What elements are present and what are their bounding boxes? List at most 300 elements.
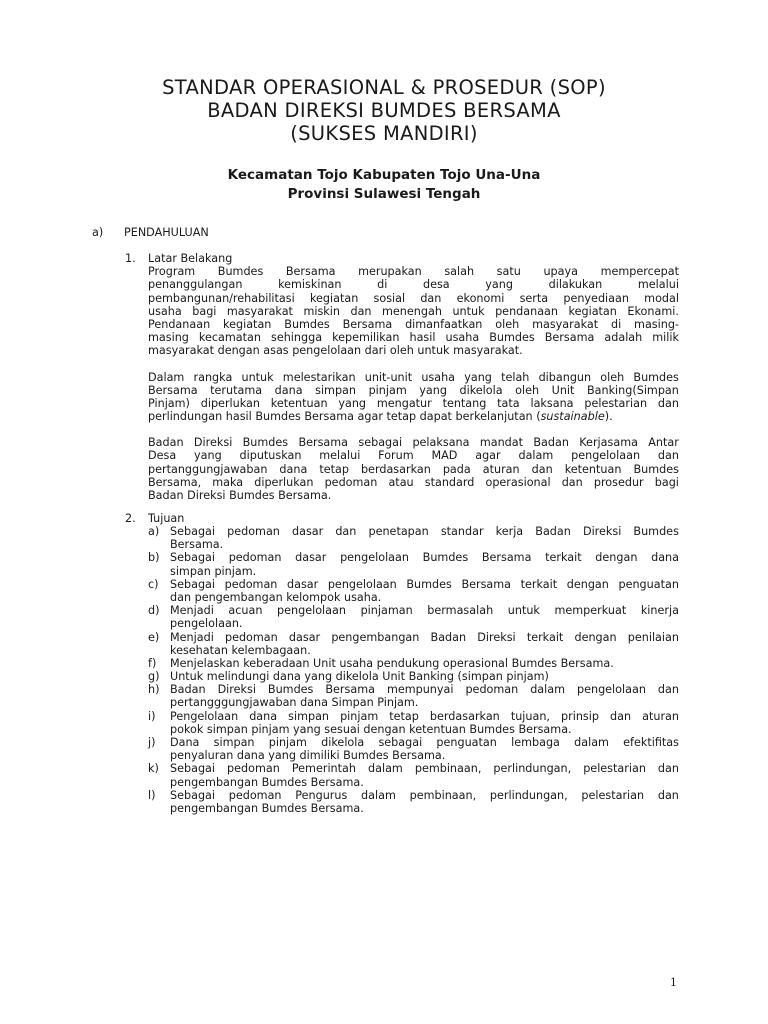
- latar-paragraph-2: [148, 371, 679, 411]
- word: Desa: [148, 449, 177, 463]
- word: bagi: [192, 304, 217, 318]
- word: laksana: [530, 396, 574, 410]
- word: yang: [464, 370, 492, 384]
- word: pengelolaan: [571, 449, 641, 463]
- text-line: [148, 371, 679, 384]
- word: perlindungan,: [489, 788, 568, 802]
- word: Bumdes: [422, 551, 469, 565]
- word: Menjadi: [170, 604, 214, 618]
- word: Bumdes: [633, 370, 679, 384]
- word: Bumdes: [633, 462, 679, 476]
- word: pinjam: [268, 736, 307, 749]
- tujuan-item: [148, 670, 679, 683]
- word: rangka: [193, 370, 233, 384]
- word: pembangunan/rehabilitasi: [148, 291, 295, 305]
- item-text: [170, 525, 679, 551]
- word: Direksi: [582, 525, 622, 538]
- word: Bumdes: [633, 525, 679, 538]
- word: pinjam: [368, 383, 407, 397]
- word: perlindungan,: [493, 762, 572, 776]
- word: Bumdes: [489, 331, 535, 345]
- tujuan-item: [148, 736, 679, 762]
- word: melalui: [637, 278, 679, 292]
- word: kecamatan: [198, 331, 261, 345]
- item-letter: d): [148, 604, 160, 618]
- word: Antar: [648, 436, 679, 450]
- word: dalam: [361, 788, 396, 802]
- tujuan-item: [148, 631, 679, 657]
- word: masyarakat: [532, 317, 599, 331]
- tujuan-item: [148, 525, 679, 551]
- word: mempercepat: [600, 265, 679, 279]
- word: Sebagai: [170, 551, 216, 565]
- word: dasar: [295, 551, 327, 565]
- word: oleh: [600, 370, 625, 384]
- word: Badan: [533, 436, 569, 450]
- text-line: [148, 476, 679, 489]
- word: Bersama: [148, 383, 198, 397]
- word: pelestarian: [583, 762, 646, 776]
- word: pengembangan: [331, 630, 420, 644]
- word: penetapan: [368, 525, 429, 538]
- word: kerja: [495, 525, 524, 538]
- word: agar: [475, 449, 501, 463]
- word: simpan: [315, 383, 357, 397]
- word: adalah: [604, 331, 643, 345]
- item-text: [170, 578, 679, 604]
- word: dikelola: [321, 736, 365, 749]
- word: tentang: [442, 396, 487, 410]
- tujuan-list: [148, 525, 679, 815]
- word: yang: [338, 396, 367, 410]
- text-line: [170, 578, 679, 591]
- word: penanggulangan: [148, 278, 243, 292]
- tujuan-item: [148, 551, 679, 577]
- word: yang: [419, 383, 447, 397]
- item-text: [170, 762, 679, 788]
- item-letter: h): [148, 683, 160, 697]
- tujuan-item: [148, 657, 679, 670]
- item-letter: b): [148, 551, 160, 565]
- word: pedoman: [228, 788, 282, 802]
- word: kepemilikan: [332, 331, 400, 345]
- text-line: [170, 710, 679, 723]
- word: pengelolaan: [340, 551, 409, 565]
- title-line-3: (SUKSES MANDIRI): [290, 122, 478, 145]
- text-line: Untuk melindungi dana yang dikelola Unit Banking (simpan pinjam): [170, 670, 549, 684]
- word: Sebagai: [170, 577, 216, 591]
- word: diperlukan: [254, 475, 314, 489]
- word: Pemerintah: [291, 762, 356, 776]
- word: masyarakat: [226, 304, 293, 318]
- word: Sebagai: [170, 525, 216, 538]
- word: standard: [424, 475, 475, 489]
- word: pada: [442, 462, 471, 476]
- word: dan: [350, 304, 372, 318]
- word: mengatur: [376, 396, 432, 410]
- word: oleh: [495, 317, 520, 331]
- word: penyediaan: [563, 291, 629, 305]
- word: ketentuan: [564, 462, 622, 476]
- item-letter: k): [148, 762, 159, 776]
- text-line: [148, 384, 679, 397]
- word: kegiatan: [223, 317, 272, 331]
- text-line: [148, 278, 679, 291]
- word: memperkuat: [554, 604, 627, 618]
- word: salah: [444, 265, 475, 279]
- tujuan-item: [148, 762, 679, 788]
- text-line: [148, 318, 679, 331]
- word: efektifitas: [623, 736, 679, 749]
- text-line: [148, 305, 679, 318]
- text-line: [148, 331, 679, 344]
- text-line: [148, 397, 679, 410]
- word: dalam: [518, 449, 554, 463]
- item-text: [170, 789, 679, 815]
- word: pendanaan: [495, 304, 559, 318]
- text-line: [148, 265, 679, 278]
- text-line: pengembangan Bumdes Bersama.: [170, 775, 364, 789]
- word: dana: [249, 709, 278, 723]
- word: dilakukan: [548, 278, 603, 292]
- word: penguatan: [618, 577, 679, 591]
- word: dan: [531, 462, 553, 476]
- text-line: simpan pinjam.: [170, 564, 257, 578]
- word: diputuskan: [239, 449, 302, 463]
- word: Menjadi: [170, 630, 214, 644]
- word: pelestarian: [584, 396, 648, 410]
- word: maka: [212, 475, 244, 489]
- item-letter: i): [148, 709, 156, 723]
- word: Bersama: [481, 551, 532, 565]
- word: operasional: [485, 475, 551, 489]
- word: Bersama: [461, 577, 512, 591]
- item-text: [170, 551, 679, 577]
- word: Badan: [170, 683, 206, 697]
- text-line: Menjelaskan keberadaan Unit usaha pendukung operasional Bumdes Bersama.: [170, 656, 614, 670]
- word: dan: [610, 709, 632, 723]
- word: dana: [274, 383, 303, 397]
- word: dibangun: [538, 370, 592, 384]
- word: dan: [657, 683, 679, 697]
- item-letter: j): [148, 736, 156, 749]
- word: dana: [651, 551, 679, 565]
- word: untuk: [241, 370, 274, 384]
- word: usaha: [445, 331, 480, 345]
- word: dasar: [291, 525, 324, 538]
- word: modal: [644, 291, 679, 305]
- word: Sebagai: [170, 788, 216, 802]
- word: Badan: [148, 436, 184, 450]
- word: unit-unit: [364, 370, 413, 384]
- item-letter: f): [148, 656, 157, 670]
- text-line: pengembangan Bumdes Bersama.: [170, 801, 364, 815]
- word: merupakan: [358, 265, 422, 279]
- item-letter: e): [148, 630, 160, 644]
- word: ekonomi: [456, 291, 505, 305]
- tujuan-heading-block: [148, 512, 679, 525]
- word: Forum: [378, 449, 414, 463]
- word: Bumdes: [284, 317, 330, 331]
- page-number: 1: [670, 976, 677, 989]
- word: kegiatan: [568, 304, 617, 318]
- tujuan-item: [148, 578, 679, 604]
- text-line: [170, 683, 679, 696]
- word: dalam: [574, 736, 609, 749]
- word: pedoman: [465, 683, 519, 697]
- word: Unit: [551, 383, 575, 397]
- text-line: [170, 551, 679, 564]
- word: Pinjam): [148, 396, 190, 410]
- word: di: [610, 317, 622, 331]
- word: prinsip: [561, 709, 599, 723]
- word: pelestarian: [581, 788, 645, 802]
- tujuan-item: [148, 604, 679, 630]
- word: melestarikan: [282, 370, 356, 384]
- word: dengan: [595, 551, 638, 565]
- text-line: [170, 762, 679, 775]
- word: usaha: [148, 304, 182, 318]
- tujuan-heading: Tujuan: [148, 512, 185, 525]
- title-line-1: STANDAR OPERASIONAL & PROSEDUR (SOP): [162, 76, 606, 99]
- section-marker: a): [92, 226, 104, 239]
- word: serta: [519, 291, 549, 305]
- word: berdasarkan: [360, 462, 431, 476]
- section-title: PENDAHULUAN: [124, 226, 209, 239]
- word: hasil: [409, 331, 436, 345]
- word: telah: [501, 370, 530, 384]
- word: pinjam: [340, 709, 379, 723]
- word: dan: [335, 525, 357, 538]
- word: lembaga: [511, 736, 560, 749]
- word: pembinaan,: [414, 762, 482, 776]
- word: pengelolaan: [577, 683, 646, 697]
- word: acuan: [228, 604, 263, 618]
- word: dana: [279, 462, 308, 476]
- text-line: [170, 789, 679, 802]
- word: pelaksana: [412, 436, 470, 450]
- word: dan: [657, 449, 679, 463]
- word: Banking(Simpan: [586, 383, 679, 397]
- word: miskin: [303, 304, 340, 318]
- word: Bersama: [298, 436, 349, 450]
- item-text: [170, 710, 679, 736]
- word: Direksi: [193, 436, 233, 450]
- subtitle-line-2: Provinsi Sulawesi Tengah: [287, 186, 481, 202]
- latar-paragraph-2-last: perlindungan hasil Bumdes Bersama agar tetap dapat berkelanjutan (sustainable).: [148, 410, 613, 424]
- word: diperlukan: [200, 396, 260, 410]
- latar-belakang: [148, 252, 679, 502]
- item-text: [170, 670, 679, 683]
- text-line: [170, 525, 679, 538]
- word: pinjaman: [360, 604, 413, 618]
- item-text: [170, 683, 679, 709]
- word: Pengurus: [295, 788, 348, 802]
- word: Bumdes: [406, 577, 452, 591]
- tujuan-item: [148, 789, 679, 815]
- word: prosedur: [593, 475, 644, 489]
- word: upaya: [543, 265, 578, 279]
- text-line: masyarakat dengan asas pengelolaan dari oleh untuk masyarakat.: [148, 344, 523, 358]
- word: Kerjasama: [579, 436, 638, 450]
- word: Dana: [170, 736, 200, 749]
- latar-paragraph-3: [148, 436, 679, 502]
- item-letter: g): [148, 670, 160, 684]
- word: bagi: [654, 475, 679, 489]
- text-line: penyaluran dana yang dimiliki Bumdes Bersama.: [170, 749, 446, 763]
- word: Ekonami.: [627, 304, 679, 318]
- word: sebagai: [378, 736, 423, 749]
- word: di: [377, 278, 388, 292]
- word: pedoman: [228, 551, 282, 565]
- word: Bumdes: [217, 265, 264, 279]
- word: Bersama: [342, 317, 393, 331]
- word: atau: [388, 475, 414, 489]
- word: pedoman: [227, 762, 280, 776]
- text-line: kesehatan kelembagaan.: [170, 643, 311, 657]
- word: melalui: [319, 449, 361, 463]
- word: terkait: [520, 577, 558, 591]
- text-line: [170, 736, 679, 749]
- word: dan: [657, 396, 679, 410]
- word: Badan: [535, 525, 571, 538]
- word: terutama: [210, 383, 263, 397]
- word: untuk: [507, 604, 540, 618]
- word: penguatan: [436, 736, 497, 749]
- word: penilaian: [627, 630, 679, 644]
- word: Badan: [430, 630, 467, 644]
- word: sosial: [373, 291, 406, 305]
- word: dimanfaatkan: [405, 317, 483, 331]
- word: dan: [420, 291, 442, 305]
- text-line: pokok simpan pinjam yang sesuai dengan ketentuan Bumdes Bersama.: [170, 722, 572, 736]
- word: kegiatan: [309, 291, 359, 305]
- word: simpan: [288, 709, 330, 723]
- word: Bersama: [325, 683, 375, 697]
- word: Sebagai: [170, 762, 216, 776]
- word: usaha: [421, 370, 456, 384]
- word: Pengelolaan: [170, 709, 239, 723]
- word: tata: [497, 396, 520, 410]
- word: terkait: [526, 630, 564, 644]
- word: bermasalah: [427, 604, 494, 618]
- word: terkait: [545, 551, 582, 565]
- word: oleh: [515, 383, 540, 397]
- word: mandat: [479, 436, 524, 450]
- word: Program: [148, 265, 196, 279]
- document-title: [0, 76, 768, 145]
- word: dan: [561, 475, 583, 489]
- item-letter: l): [148, 788, 156, 802]
- word: standar: [440, 525, 484, 538]
- word: dengan: [574, 630, 617, 644]
- text-line: pertangggungjawaban dana Simpan Pinjam.: [170, 696, 419, 710]
- word: mempunyai: [386, 683, 454, 697]
- item-text: [170, 604, 679, 630]
- word: aturan: [642, 709, 679, 723]
- word: Bumdes: [267, 683, 314, 697]
- word: pengelolaan: [277, 604, 346, 618]
- text-line: [148, 436, 679, 449]
- sustainable-term: sustainable: [540, 410, 605, 424]
- word: sehingga: [270, 331, 323, 345]
- word: untuk: [452, 304, 485, 318]
- tujuan-item: [148, 710, 679, 736]
- word: masing: [148, 331, 189, 345]
- tujuan-item: [148, 683, 679, 709]
- word: dan: [657, 762, 679, 776]
- word: Bersama: [285, 265, 336, 279]
- item-text: [170, 657, 679, 670]
- title-line-2: BADAN DIREKSI BUMDES BERSAMA: [207, 99, 561, 122]
- word: dikelola: [459, 383, 503, 397]
- word: Bersama: [544, 331, 595, 345]
- word: Direksi: [477, 630, 516, 644]
- latar-heading: Latar Belakang: [148, 252, 233, 265]
- word: dalam: [368, 762, 403, 776]
- text-line: dan pengembangan kelompok usaha.: [170, 590, 382, 604]
- word: dasar: [288, 630, 321, 644]
- word: dasar: [286, 577, 319, 591]
- word: yang: [485, 278, 513, 292]
- word: pedoman: [227, 525, 280, 538]
- word: berdasarkan: [429, 709, 500, 723]
- word: kinerja: [640, 604, 679, 618]
- item-letter: c): [148, 577, 159, 591]
- word: Bersama,: [148, 475, 202, 489]
- word: kemiskinan: [278, 278, 342, 292]
- word: MAD: [431, 449, 458, 463]
- word: pertanggungjawaban: [148, 462, 268, 476]
- word: dengan: [566, 577, 609, 591]
- text-line: [148, 449, 679, 462]
- text-line: [148, 463, 679, 476]
- word: ketentuan: [270, 396, 328, 410]
- latar-paragraph-1: [148, 265, 679, 357]
- list-number-1: 1.: [125, 252, 136, 265]
- text-line: Bersama.: [170, 538, 224, 552]
- word: Bumdes: [242, 436, 289, 450]
- text-line: Badan Direksi Bumdes Bersama.: [148, 489, 332, 502]
- word: pembinaan,: [409, 788, 477, 802]
- word: pedoman: [224, 630, 278, 644]
- word: Dalam: [148, 370, 185, 384]
- item-letter: a): [148, 525, 160, 538]
- word: pedoman: [324, 475, 378, 489]
- word: sebagai: [358, 436, 403, 450]
- word: aturan: [482, 462, 520, 476]
- word: dan: [657, 788, 679, 802]
- word: pedoman: [224, 577, 278, 591]
- word: tetap: [319, 462, 349, 476]
- text-line: pengelolaan.: [170, 617, 243, 631]
- word: Pendanaan: [148, 317, 211, 331]
- text-line: [170, 631, 679, 644]
- document-subtitle: [0, 166, 768, 204]
- word: simpan: [213, 736, 255, 749]
- word: menengah: [382, 304, 442, 318]
- list-number-2: 2.: [125, 512, 136, 525]
- word: masing-: [634, 317, 679, 331]
- word: desa: [422, 278, 450, 292]
- text-line: [170, 604, 679, 617]
- word: tetap: [389, 709, 419, 723]
- item-text: [170, 631, 679, 657]
- text-line: [148, 292, 679, 305]
- word: pengelolaan: [327, 577, 397, 591]
- word: Direksi: [217, 683, 256, 697]
- word: satu: [496, 265, 521, 279]
